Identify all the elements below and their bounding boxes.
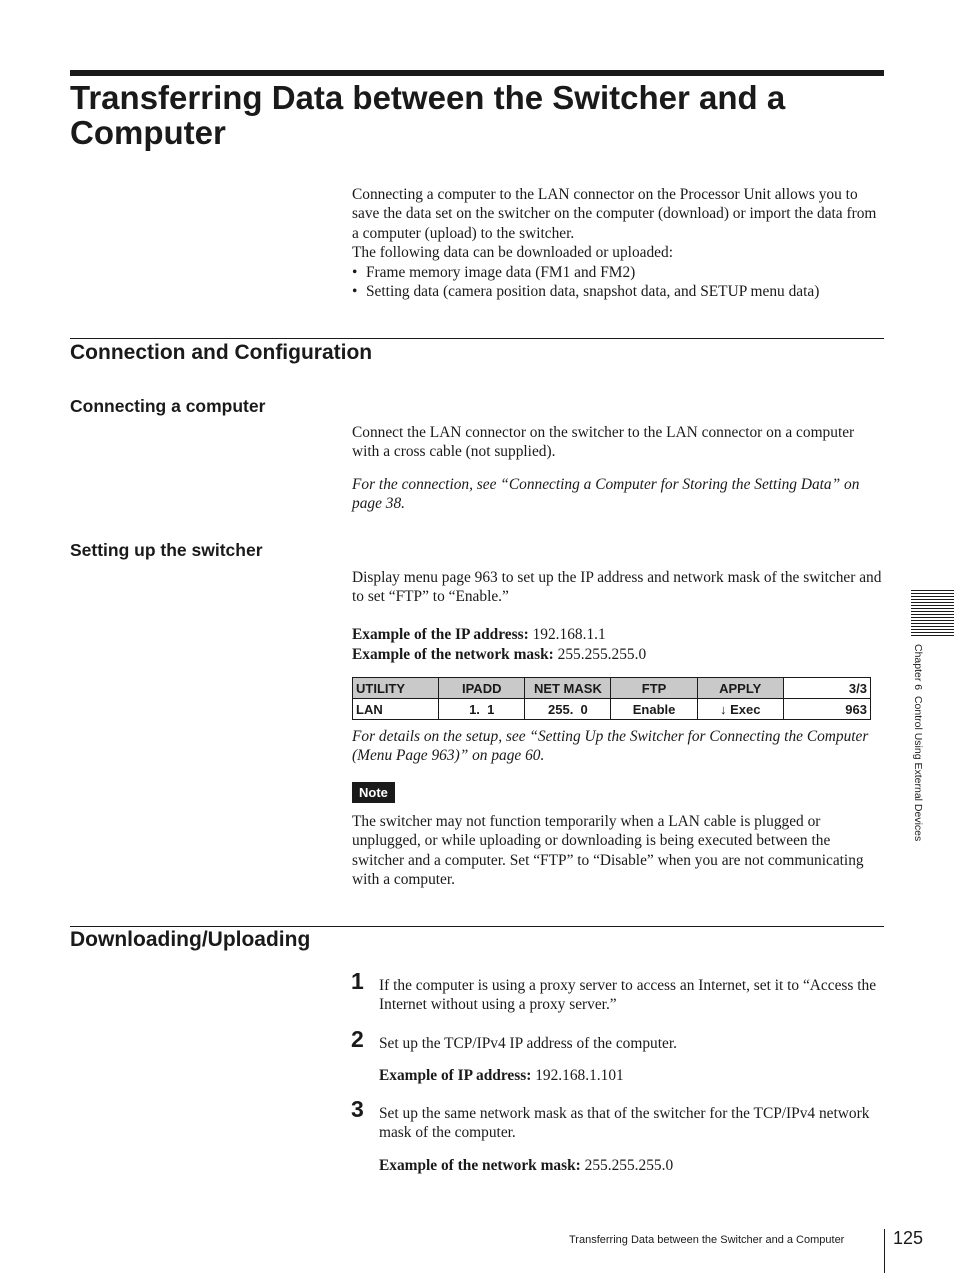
- intro-paragraph: Connecting a computer to the LAN connector on the Processor Unit allows you to save the data set on the switcher on the computer (download) or import the data from a computer (upload) to the switcher.: [352, 186, 877, 242]
- step-example-value: 192.168.1.101: [535, 1067, 624, 1084]
- connection-reference: For the connection, see “Connecting a Computer for Storing the Setting Data” on page 38.: [352, 476, 860, 513]
- menu-cell: FTP: [611, 678, 697, 699]
- mask-example: [352, 645, 884, 664]
- setup-reference: For details on the setup, see “Setting Up the Switcher for Connecting the Computer (Menu Page 963)” on page 60.: [352, 728, 869, 765]
- menu-cell: 3/3: [783, 678, 870, 699]
- menu-page-table: [352, 677, 871, 720]
- menu-cell: 1. 1: [439, 699, 525, 720]
- step-example-label: Example of the network mask:: [379, 1157, 581, 1174]
- step-text: Set up the same network mask as that of the switcher for the TCP/IPv4 network mask of the computer.: [379, 1105, 870, 1142]
- note-label: Note: [352, 782, 395, 803]
- section-heading-connection: Connection and Configuration: [70, 341, 373, 364]
- page-number: 125: [893, 1228, 924, 1248]
- chapter-label: Chapter 6 Control Using External Devices: [912, 644, 924, 842]
- page-title: Transferring Data between the Switcher and a Computer: [70, 79, 786, 151]
- ip-example-value: 192.168.1.1: [532, 626, 606, 643]
- subsection-heading-connecting: Connecting a computer: [70, 396, 266, 416]
- section-divider: [70, 926, 884, 927]
- step-text: Set up the TCP/IPv4 IP address of the computer.: [379, 1035, 677, 1052]
- menu-header-row: [353, 678, 871, 699]
- footer-divider: [884, 1229, 885, 1273]
- step-example: [379, 1066, 884, 1085]
- mask-example-label: Example of the network mask:: [352, 646, 554, 663]
- intro-block: [352, 185, 884, 301]
- section-divider: [70, 338, 884, 339]
- step-example-value: 255.255.255.0: [584, 1157, 674, 1174]
- mask-example-value: 255.255.255.0: [557, 646, 647, 663]
- step-number: 1: [351, 968, 364, 994]
- ip-example-label: Example of the IP address:: [352, 626, 529, 643]
- menu-cell: Enable: [611, 699, 697, 720]
- step-number: 2: [351, 1026, 364, 1052]
- bullet-mark: •: [352, 263, 358, 281]
- menu-cell: LAN: [353, 699, 439, 720]
- menu-cell: IPADD: [439, 678, 525, 699]
- list-item-text: Setting data (camera position data, snapshot data, and SETUP menu data): [366, 283, 820, 301]
- note-text: The switcher may not function temporarily when a LAN cable is plugged or unplugged, or while uploading or downloading is being executed between the switcher and a computer. Set “FTP” to “Disable” when you are not communicating with a computer.: [352, 813, 864, 889]
- menu-cell: 963: [783, 699, 870, 720]
- subsection-heading-setup: Setting up the switcher: [70, 540, 263, 560]
- title-bar-rule: [70, 70, 884, 76]
- intro-list-lead: The following data can be downloaded or uploaded:: [352, 244, 673, 262]
- menu-cell: UTILITY: [353, 678, 439, 699]
- menu-cell: ↓ Exec: [697, 699, 783, 720]
- running-footer-title: Transferring Data between the Switcher and a Computer: [569, 1234, 845, 1246]
- bullet-mark: •: [352, 283, 358, 301]
- menu-cell: NET MASK: [525, 678, 611, 699]
- list-item: [352, 263, 884, 282]
- setup-paragraph: Display menu page 963 to set up the IP address and network mask of the switcher and to set “FTP” to “Enable.”: [352, 569, 882, 606]
- step-number: 3: [351, 1096, 364, 1122]
- step-example-label: Example of IP address:: [379, 1067, 532, 1084]
- chapter-tab-stripes: [911, 590, 954, 636]
- menu-cell: 255. 0: [525, 699, 611, 720]
- ip-example: [352, 625, 884, 644]
- step-text: If the computer is using a proxy server to access an Internet, set it to “Access the Internet without using a proxy server.”: [379, 977, 877, 1014]
- list-item: [352, 282, 884, 301]
- menu-value-row: [353, 699, 871, 720]
- connecting-paragraph: Connect the LAN connector on the switcher to the LAN connector on a computer with a cross cable (not supplied).: [352, 424, 855, 461]
- list-item-text: Frame memory image data (FM1 and FM2): [366, 263, 636, 281]
- menu-cell: APPLY: [697, 678, 783, 699]
- section-heading-download: Downloading/Uploading: [70, 928, 311, 951]
- step-example: [379, 1156, 884, 1175]
